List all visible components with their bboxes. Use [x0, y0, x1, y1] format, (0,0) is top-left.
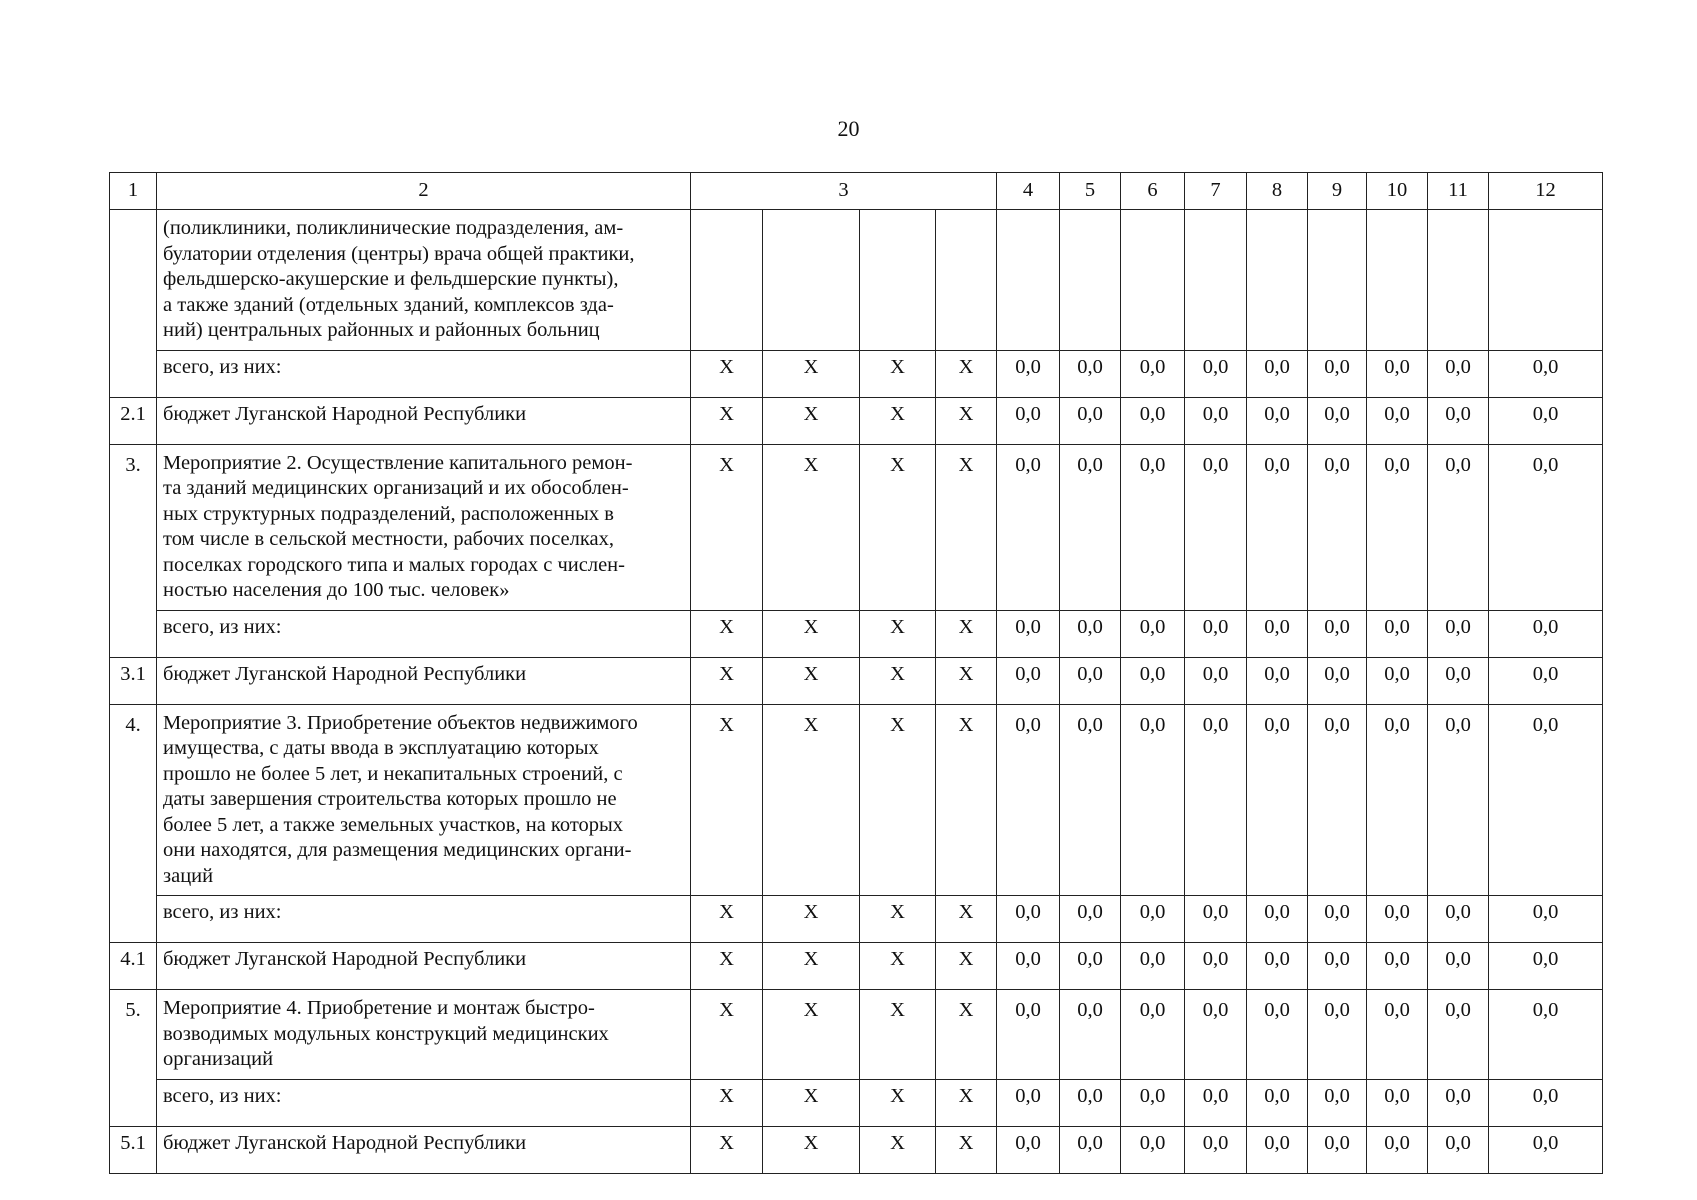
page-number: 20 — [837, 116, 860, 141]
col3-cell: X — [860, 943, 936, 990]
value-cell: 0,0 — [1308, 943, 1367, 990]
description-line: всего, из них: — [163, 1084, 282, 1107]
col3-cell: X — [763, 657, 860, 704]
value-cell: 0,0 — [1308, 1079, 1367, 1126]
value-cell: 0,0 — [1247, 704, 1308, 896]
value-cell: 0,0 — [1060, 704, 1121, 896]
col3-cell: X — [763, 397, 860, 444]
value-cell: 0,0 — [1489, 943, 1603, 990]
value-cell: 0,0 — [1060, 397, 1121, 444]
value-cell: 0,0 — [1489, 350, 1603, 397]
col3-cell: X — [936, 704, 997, 896]
description-line: заций — [163, 864, 214, 887]
value-cell: 0,0 — [1121, 704, 1185, 896]
value-cell: 0,0 — [1185, 350, 1247, 397]
table-row — [110, 943, 1603, 990]
description-line: всего, из них: — [163, 615, 282, 638]
col3-cell: X — [860, 990, 936, 1080]
value-cell: 0,0 — [1060, 657, 1121, 704]
description-line: а также зданий (отдельных зданий, комплексов зда- — [163, 293, 614, 316]
value-cell: 0,0 — [997, 444, 1060, 610]
table-row — [110, 657, 1603, 704]
value-cell: 0,0 — [1367, 397, 1428, 444]
header-row — [110, 173, 1603, 210]
value-cell: 0,0 — [997, 397, 1060, 444]
col3-cell: X — [936, 350, 997, 397]
description-line: имущества, с даты ввода в эксплуатацию которых — [163, 737, 599, 759]
col3-cell: X — [936, 397, 997, 444]
value-cell: 0,0 — [1489, 444, 1603, 610]
value-cell: 0,0 — [1489, 610, 1603, 657]
col3-cell: X — [860, 704, 936, 896]
header-cell: 10 — [1367, 173, 1428, 210]
header-cell: 5 — [1060, 173, 1121, 210]
col3-cell: X — [763, 350, 860, 397]
description-line: поселках городского типа и малых городах с числен- — [163, 553, 625, 576]
row-number: 4.1 — [110, 943, 157, 990]
col3-cell — [860, 210, 936, 351]
col3-cell — [691, 210, 763, 351]
value-cell: 0,0 — [1060, 444, 1121, 610]
table-row — [110, 350, 1603, 397]
col3-cell: X — [691, 397, 763, 444]
value-cell: 0,0 — [1185, 1079, 1247, 1126]
description-line: Мероприятие 2. Осуществление капитального ремон- — [163, 451, 633, 474]
description-line: бюджет Луганской Народной Республики — [163, 662, 527, 685]
description-line: та зданий медицинских организаций и их обособлен- — [163, 477, 629, 499]
value-cell: 0,0 — [1367, 610, 1428, 657]
value-cell: 0,0 — [997, 990, 1060, 1080]
description-line: Мероприятие 4. Приобретение и монтаж быстро- — [163, 997, 595, 1019]
header-cell: 11 — [1428, 173, 1489, 210]
col3-cell: X — [860, 444, 936, 610]
value-cell: 0,0 — [1060, 350, 1121, 397]
table-row — [110, 210, 1603, 351]
description-line: возводимых модульных конструкций медицинских — [163, 1022, 609, 1045]
description-line: всего, из них: — [163, 355, 282, 378]
row-description — [157, 350, 691, 397]
table-row — [110, 397, 1603, 444]
value-cell: 0,0 — [1121, 1126, 1185, 1173]
col3-cell: X — [691, 896, 763, 943]
col3-cell: X — [936, 1126, 997, 1173]
value-cell — [1308, 210, 1367, 351]
col3-cell: X — [763, 444, 860, 610]
row-description — [157, 210, 691, 351]
description-line: фельдшерско-акушерские и фельдшерские пункты), — [163, 268, 619, 290]
col3-cell: X — [860, 350, 936, 397]
col3-cell: X — [860, 1079, 936, 1126]
value-cell: 0,0 — [1428, 350, 1489, 397]
value-cell: 0,0 — [1121, 444, 1185, 610]
value-cell: 0,0 — [1060, 1079, 1121, 1126]
col3-cell: X — [691, 350, 763, 397]
value-cell — [1060, 210, 1121, 351]
row-number: 5.1 — [110, 1126, 157, 1173]
value-cell: 0,0 — [1247, 397, 1308, 444]
row-description — [157, 610, 691, 657]
col3-cell: X — [936, 1079, 997, 1126]
value-cell: 0,0 — [1308, 896, 1367, 943]
col3-cell: X — [936, 943, 997, 990]
value-cell: 0,0 — [1185, 704, 1247, 896]
value-cell: 0,0 — [1308, 444, 1367, 610]
value-cell: 0,0 — [1247, 990, 1308, 1080]
col3-cell: X — [936, 990, 997, 1080]
value-cell: 0,0 — [997, 943, 1060, 990]
value-cell: 0,0 — [1185, 610, 1247, 657]
value-cell: 0,0 — [1247, 896, 1308, 943]
row-description — [157, 704, 691, 896]
value-cell: 0,0 — [1367, 704, 1428, 896]
value-cell: 0,0 — [997, 610, 1060, 657]
value-cell: 0,0 — [997, 657, 1060, 704]
value-cell: 0,0 — [1121, 990, 1185, 1080]
description-line: том числе в сельской местности, рабочих поселках, — [163, 528, 615, 550]
value-cell: 0,0 — [1121, 943, 1185, 990]
col3-cell: X — [691, 610, 763, 657]
value-cell: 0,0 — [1185, 990, 1247, 1080]
col3-cell: X — [691, 943, 763, 990]
header-cell: 4 — [997, 173, 1060, 210]
header-cell: 6 — [1121, 173, 1185, 210]
value-cell: 0,0 — [1060, 1126, 1121, 1173]
col3-cell: X — [763, 704, 860, 896]
value-cell: 0,0 — [1428, 943, 1489, 990]
value-cell: 0,0 — [1489, 704, 1603, 896]
value-cell: 0,0 — [1367, 444, 1428, 610]
table-row — [110, 1079, 1603, 1126]
value-cell: 0,0 — [1247, 350, 1308, 397]
value-cell: 0,0 — [1428, 1126, 1489, 1173]
value-cell: 0,0 — [1121, 896, 1185, 943]
table-row — [110, 610, 1603, 657]
row-description — [157, 1126, 691, 1173]
value-cell: 0,0 — [1308, 657, 1367, 704]
col3-cell: X — [936, 610, 997, 657]
value-cell: 0,0 — [1308, 704, 1367, 896]
col3-cell: X — [860, 610, 936, 657]
description-line: Мероприятие 3. Приобретение объектов недвижимого — [163, 711, 638, 734]
value-cell: 0,0 — [1489, 397, 1603, 444]
value-cell: 0,0 — [1367, 657, 1428, 704]
col3-cell: X — [691, 1126, 763, 1173]
description-line: ностью населения до 100 тыс. человек» — [163, 579, 510, 601]
value-cell: 0,0 — [1428, 657, 1489, 704]
value-cell: 0,0 — [997, 350, 1060, 397]
value-cell: 0,0 — [1367, 1079, 1428, 1126]
value-cell: 0,0 — [1308, 990, 1367, 1080]
value-cell: 0,0 — [1121, 1079, 1185, 1126]
col3-cell: X — [763, 1126, 860, 1173]
table-row — [110, 444, 1603, 610]
value-cell — [1489, 210, 1603, 351]
col3-cell: X — [691, 990, 763, 1080]
col3-cell — [936, 210, 997, 351]
value-cell: 0,0 — [1121, 397, 1185, 444]
col3-cell: X — [860, 896, 936, 943]
col3-cell — [763, 210, 860, 351]
value-cell: 0,0 — [1060, 896, 1121, 943]
value-cell: 0,0 — [1308, 1126, 1367, 1173]
value-cell: 0,0 — [1428, 397, 1489, 444]
table-row — [110, 990, 1603, 1080]
row-number: 3. — [110, 444, 157, 657]
description-line: всего, из них: — [163, 901, 282, 923]
header-cell: 3 — [691, 173, 997, 210]
value-cell: 0,0 — [1489, 896, 1603, 943]
description-line: бюджет Луганской Народной Республики — [163, 948, 527, 970]
row-number: 5. — [110, 990, 157, 1127]
value-cell — [1428, 210, 1489, 351]
description-line: прошло не более 5 лет, и некапитальных строений, с — [163, 762, 623, 785]
row-description — [157, 1079, 691, 1126]
value-cell: 0,0 — [1121, 350, 1185, 397]
value-cell: 0,0 — [1121, 657, 1185, 704]
value-cell: 0,0 — [1428, 704, 1489, 896]
col3-cell: X — [763, 990, 860, 1080]
header-cell: 1 — [110, 173, 157, 210]
value-cell — [1247, 210, 1308, 351]
col3-cell: X — [860, 657, 936, 704]
col3-cell: X — [763, 896, 860, 943]
value-cell: 0,0 — [1367, 943, 1428, 990]
row-description — [157, 990, 691, 1080]
value-cell: 0,0 — [1308, 610, 1367, 657]
col3-cell: X — [763, 1079, 860, 1126]
value-cell — [1185, 210, 1247, 351]
description-line: булатории отделения (центры) врача общей практики, — [163, 242, 635, 265]
col3-cell: X — [936, 444, 997, 610]
row-number: 3.1 — [110, 657, 157, 704]
value-cell: 0,0 — [1489, 1126, 1603, 1173]
value-cell: 0,0 — [1121, 610, 1185, 657]
value-cell: 0,0 — [1247, 444, 1308, 610]
description-line: ний) центральных районных и районных больниц — [163, 319, 600, 341]
col3-cell: X — [763, 610, 860, 657]
value-cell: 0,0 — [1185, 657, 1247, 704]
col3-cell: X — [691, 1079, 763, 1126]
description-line: (поликлиники, поликлинические подразделения, ам- — [163, 217, 624, 239]
col3-cell: X — [860, 397, 936, 444]
value-cell — [1121, 210, 1185, 351]
description-line: ных структурных подразделений, расположенных в — [163, 502, 614, 525]
value-cell: 0,0 — [1247, 943, 1308, 990]
value-cell: 0,0 — [1367, 350, 1428, 397]
description-line: они находятся, для размещения медицинских органи- — [163, 839, 632, 861]
col3-cell: X — [691, 444, 763, 610]
value-cell: 0,0 — [1185, 444, 1247, 610]
value-cell: 0,0 — [1308, 397, 1367, 444]
description-line: бюджет Луганской Народной Республики — [163, 402, 527, 425]
description-line: более 5 лет, а также земельных участков, на которых — [163, 813, 624, 836]
value-cell: 0,0 — [1428, 990, 1489, 1080]
value-cell: 0,0 — [1185, 896, 1247, 943]
value-cell: 0,0 — [1367, 896, 1428, 943]
value-cell: 0,0 — [1428, 1079, 1489, 1126]
value-cell: 0,0 — [1428, 896, 1489, 943]
value-cell: 0,0 — [1489, 990, 1603, 1080]
header-cell: 9 — [1308, 173, 1367, 210]
col3-cell: X — [691, 657, 763, 704]
row-description — [157, 943, 691, 990]
header-cell: 8 — [1247, 173, 1308, 210]
value-cell: 0,0 — [1247, 1126, 1308, 1173]
col3-cell: X — [691, 704, 763, 896]
value-cell: 0,0 — [1060, 610, 1121, 657]
row-description — [157, 444, 691, 610]
value-cell: 0,0 — [1185, 397, 1247, 444]
value-cell: 0,0 — [1060, 990, 1121, 1080]
row-number: 2.1 — [110, 397, 157, 444]
value-cell: 0,0 — [1308, 350, 1367, 397]
value-cell — [1367, 210, 1428, 351]
table-row — [110, 896, 1603, 943]
budget-table — [109, 172, 1603, 1174]
value-cell: 0,0 — [1367, 1126, 1428, 1173]
row-number — [110, 210, 157, 398]
row-description — [157, 397, 691, 444]
header-cell: 12 — [1489, 173, 1603, 210]
row-number: 4. — [110, 704, 157, 943]
row-description — [157, 896, 691, 943]
value-cell: 0,0 — [1247, 657, 1308, 704]
value-cell: 0,0 — [1428, 610, 1489, 657]
description-line: даты завершения строительства которых прошло не — [163, 788, 617, 810]
value-cell: 0,0 — [1247, 610, 1308, 657]
row-description — [157, 657, 691, 704]
value-cell: 0,0 — [1367, 990, 1428, 1080]
table-row — [110, 1126, 1603, 1173]
description-line: бюджет Луганской Народной Республики — [163, 1131, 527, 1154]
header-cell: 7 — [1185, 173, 1247, 210]
value-cell: 0,0 — [1060, 943, 1121, 990]
value-cell: 0,0 — [1185, 1126, 1247, 1173]
value-cell: 0,0 — [1247, 1079, 1308, 1126]
value-cell: 0,0 — [1185, 943, 1247, 990]
description-line: организаций — [163, 1048, 274, 1070]
col3-cell: X — [936, 657, 997, 704]
value-cell: 0,0 — [997, 896, 1060, 943]
value-cell — [997, 210, 1060, 351]
col3-cell: X — [936, 896, 997, 943]
value-cell: 0,0 — [1428, 444, 1489, 610]
col3-cell: X — [763, 943, 860, 990]
value-cell: 0,0 — [1489, 657, 1603, 704]
col3-cell: X — [860, 1126, 936, 1173]
value-cell: 0,0 — [1489, 1079, 1603, 1126]
value-cell: 0,0 — [997, 704, 1060, 896]
value-cell: 0,0 — [997, 1126, 1060, 1173]
value-cell: 0,0 — [997, 1079, 1060, 1126]
table-row — [110, 704, 1603, 896]
header-cell: 2 — [157, 173, 691, 210]
